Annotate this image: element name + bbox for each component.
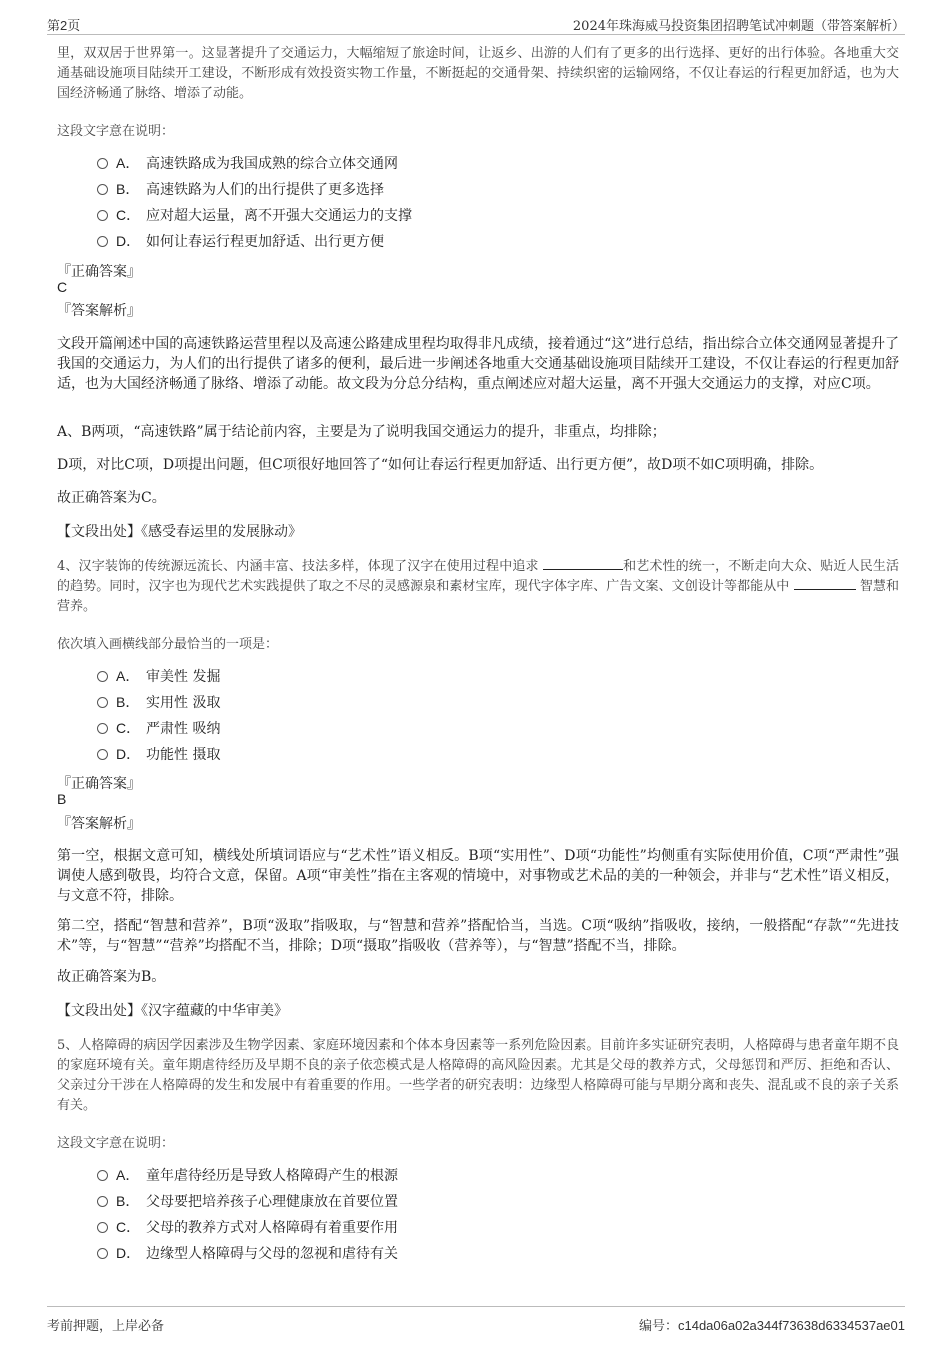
q3-analysis-1: 文段开篇阐述中国的高速铁路运营里程以及高速公路建成里程均取得非凡成绩，接着通过“这”进行总结，指出综合立体交通网显著提升了我国的交通运力，为人们的出行提供了诸多的便利，最后进一步阐述各地重大交通基础设施项目陆续开工建设，不仅让春运的行程更加舒适，也为大国经济畅通了脉络、增添了动能。故文段为分总分结构，重点阐述应对超大运量，离不开强大交通运力的支撑，对应C项。 <box>57 336 899 392</box>
q3-answer: C <box>57 279 68 295</box>
q4-option-a[interactable]: A． 审美性 发掘 <box>97 666 220 686</box>
q3-option-d[interactable]: D． 如何让春运行程更加舒适、出行更方便 <box>97 231 384 251</box>
q3-option-c[interactable]: C． 应对超大运量，离不开强大交通运力的支撑 <box>97 205 412 225</box>
q3-source: 【文段出处】《感受春运里的发展脉动》 <box>57 524 302 540</box>
q4-analysis-3: 故正确答案为B。 <box>57 969 166 985</box>
q3-answer-label: 『正确答案』 <box>57 264 141 280</box>
radio-icon[interactable] <box>97 158 108 169</box>
q3-analysis-3: D项，对比C项，D项提出问题，但C项很好地回答了“如何让春运行程更加舒适、出行更方便”，故D项不如C项明确，排除。 <box>57 457 824 473</box>
radio-icon[interactable] <box>97 184 108 195</box>
q4-passage: 4、汉字装饰的传统源远流长、内涵丰富、技法多样，体现了汉字在使用过程中追求 和艺术性的统一，不断走向大众、贴近人民生活的趋势。同时，汉字也为现代艺术实践提供了取之不尽的灵感源泉和素材宝库，现代字体字库、广告文案、文创设计等都能从中 智慧和营养。 <box>57 559 899 614</box>
q4-source: 【文段出处】《汉字蕴藏的中华审美》 <box>57 1003 288 1019</box>
q5-passage: 5、人格障碍的病因学因素涉及生物学因素、家庭环境因素和个体本身因素等一系列危险因素。目前许多实证研究表明，人格障碍与患者童年期不良的家庭环境有关。童年期虐待经历及早期不良的亲子依恋模式是人格障碍的高风险因素。尤其是父母的教养方式，父母惩罚和严厉、拒绝和否认、父亲过分干涉在人格障碍的发生和发展中有着重要的作用。一些学者的研究表明：边缘型人格障碍可能与早期分离和丧失、混乱或不良的亲子关系有关。 <box>57 1038 899 1113</box>
radio-icon[interactable] <box>97 671 108 682</box>
q3-option-b[interactable]: B． 高速铁路为人们的出行提供了更多选择 <box>97 179 384 199</box>
fill-blank-1 <box>543 557 623 570</box>
q4-answer-label: 『正确答案』 <box>57 776 141 792</box>
q4-option-b[interactable]: B． 实用性 汲取 <box>97 692 220 712</box>
q3-passage: 里，双双居于世界第一。这显著提升了交通运力，大幅缩短了旅途时间，让返乡、出游的人们有了更多的出行选择、更好的出行体验。各地重大交通基础设施项目陆续开工建设，不断形成有效投资实物工作量，不断挺起的交通骨架、持续织密的运输网络，不仅让春运的行程更加舒适，也为大国经济畅通了脉络、增添了动能。 <box>57 46 899 101</box>
page-header <box>47 14 905 35</box>
q3-analysis-label: 『答案解析』 <box>57 303 141 319</box>
q5-option-d[interactable]: D． 边缘型人格障碍与父母的忽视和虐待有关 <box>97 1243 398 1263</box>
q3-analysis-4: 故正确答案为C。 <box>57 490 166 506</box>
radio-icon[interactable] <box>97 210 108 221</box>
q4-prompt: 依次填入画横线部分最恰当的一项是： <box>57 637 279 652</box>
q5-option-c[interactable]: C． 父母的教养方式对人格障碍有着重要作用 <box>97 1217 398 1237</box>
radio-icon[interactable] <box>97 1248 108 1259</box>
q3-prompt: 这段文字意在说明： <box>57 124 175 139</box>
document-title: 2024年珠海威马投资集团招聘笔试冲刺题（带答案解析） <box>572 19 905 34</box>
radio-icon[interactable] <box>97 697 108 708</box>
radio-icon[interactable] <box>97 1222 108 1233</box>
radio-icon[interactable] <box>97 749 108 760</box>
radio-icon[interactable] <box>97 1196 108 1207</box>
radio-icon[interactable] <box>97 1170 108 1181</box>
q3-option-a[interactable]: A． 高速铁路成为我国成熟的综合立体交通网 <box>97 153 398 173</box>
q4-analysis-label: 『答案解析』 <box>57 816 141 832</box>
fill-blank-2 <box>794 577 856 590</box>
q4-answer: B <box>57 791 67 807</box>
document-code: 编号：c14da06a02a344f73638d6334537ae01 <box>638 1318 905 1334</box>
q3-analysis-2: A、B两项，“高速铁路”属于结论前内容，主要是为了说明我国交通运力的提升，非重点，均排除； <box>57 424 666 440</box>
q5-option-a[interactable]: A． 童年虐待经历是导致人格障碍产生的根源 <box>97 1165 398 1185</box>
radio-icon[interactable] <box>97 723 108 734</box>
q4-analysis-2: 第二空，搭配“智慧和营养”，B项“汲取”指吸取，与“智慧和营养”搭配恰当，当选。C项“吸纳”指吸收，接纳，一般搭配“存款”“先进技术”等，与“智慧”“营养”均搭配不当，排除；D项“摄取”指吸收（营养等），与“智慧”搭配不当，排除。 <box>57 918 899 954</box>
q4-analysis-1: 第一空，根据文意可知，横线处所填词语应与“艺术性”语义相反。B项“实用性”、D项“功能性”均侧重有实际使用价值，C项“严肃性”强调使人感到敬畏，均符合文意，保留。A项“审美性”指在主客观的情境中，对事物或艺术品的美的一种领会，并非与“艺术性”语义相反，与文意不符，排除。 <box>57 848 899 904</box>
q4-option-d[interactable]: D． 功能性 摄取 <box>97 744 220 764</box>
footer-slogan: 考前押题，上岸必备 <box>47 1319 165 1334</box>
q4-option-c[interactable]: C． 严肃性 吸纳 <box>97 718 220 738</box>
page-footer <box>47 1306 905 1337</box>
q5-prompt: 这段文字意在说明： <box>57 1136 175 1151</box>
page-number: 第2页 <box>47 18 81 33</box>
q5-option-b[interactable]: B． 父母要把培养孩子心理健康放在首要位置 <box>97 1191 398 1211</box>
radio-icon[interactable] <box>97 236 108 247</box>
